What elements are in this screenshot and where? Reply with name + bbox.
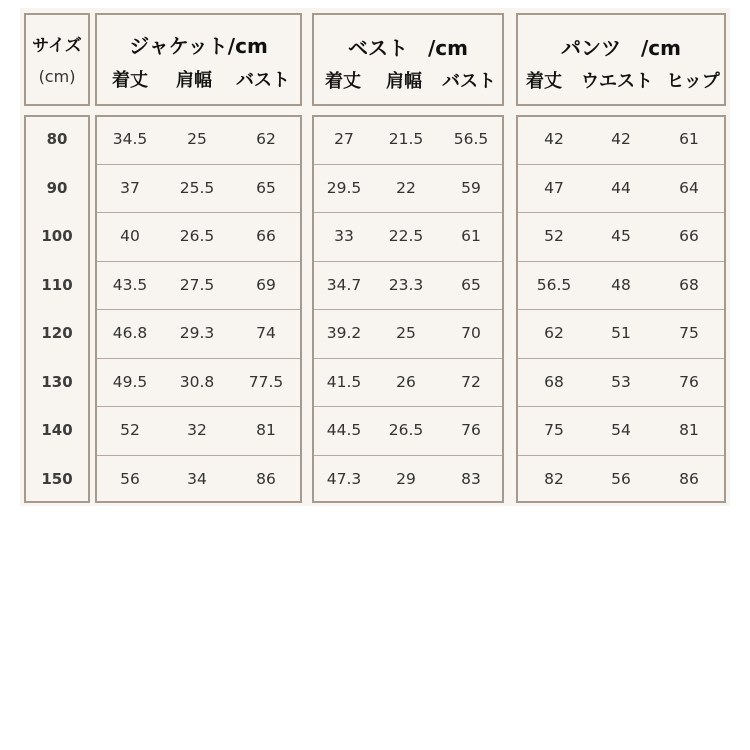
jacket-value: 62 [256,130,276,149]
pants-value: 56 [611,469,631,488]
pants-title: パンツ /cm [561,35,681,60]
pants-value: 86 [679,469,699,488]
vest-title: ベスト /cm [348,35,468,60]
size-unit: (cm) [38,66,76,86]
pants-value: 61 [679,130,699,149]
jacket-value: 25 [187,130,207,149]
pants-value: 42 [611,130,631,149]
vest-col-shoulder: 肩幅 [386,71,422,92]
jacket-value: 29.3 [179,324,215,343]
size-cell: 150 [41,469,73,488]
size-header-box [24,13,90,106]
pants-value: 44 [611,178,631,197]
vest-col-bust: バスト [442,71,496,92]
jacket-col-length: 着丈 [112,70,148,91]
pants-col-hip: ヒップ [666,71,720,92]
pants-value: 82 [544,469,564,488]
vest-value: 27 [334,130,354,149]
vest-value: 47.3 [326,469,362,488]
vest-value: 23.3 [388,275,424,294]
pants-value: 45 [611,227,631,246]
pants-value: 76 [679,372,699,391]
jacket-value: 69 [256,275,276,294]
pants-value: 42 [544,130,564,149]
vest-col-length: 着丈 [325,71,361,92]
pants-value: 56.5 [536,275,572,294]
jacket-value: 56 [120,469,140,488]
jacket-value: 77.5 [248,372,284,391]
jacket-value: 65 [256,178,276,197]
vest-value: 22.5 [388,227,424,246]
jacket-col-shoulder: 肩幅 [176,70,212,91]
size-cell: 120 [41,324,73,343]
vest-value: 83 [461,469,481,488]
size-cell: 80 [46,130,68,149]
size-cell: 130 [41,372,73,391]
jacket-value: 86 [256,469,276,488]
vest-value: 70 [461,324,481,343]
jacket-value: 34 [187,469,207,488]
vest-value: 65 [461,275,481,294]
vest-value: 61 [461,227,481,246]
pants-value: 66 [679,227,699,246]
vest-value: 21.5 [388,130,424,149]
jacket-value: 81 [256,421,276,440]
pants-value: 54 [611,421,631,440]
jacket-value: 34.5 [112,130,148,149]
vest-value: 26 [396,372,416,391]
vest-value: 44.5 [326,421,362,440]
vest-value: 26.5 [388,421,424,440]
size-chart [20,8,730,506]
vest-value: 25 [396,324,416,343]
jacket-value: 37 [120,178,140,197]
jacket-value: 66 [256,227,276,246]
jacket-value: 52 [120,421,140,440]
vest-value: 22 [396,178,416,197]
size-cell: 90 [46,178,68,197]
pants-value: 81 [679,421,699,440]
vest-value: 59 [461,178,481,197]
size-cell: 100 [41,227,73,246]
jacket-title: ジャケット/cm [129,33,268,58]
size-cell: 110 [41,275,73,294]
jacket-value: 25.5 [179,178,215,197]
pants-value: 48 [611,275,631,294]
vest-value: 72 [461,372,481,391]
vest-value: 56.5 [453,130,489,149]
size-cell: 140 [41,421,73,440]
pants-value: 75 [544,421,564,440]
vest-value: 29 [396,469,416,488]
pants-value: 68 [544,372,564,391]
pants-value: 51 [611,324,631,343]
pants-value: 47 [544,178,564,197]
jacket-value: 30.8 [179,372,215,391]
jacket-value: 27.5 [179,275,215,294]
pants-col-length: 着丈 [526,71,562,92]
vest-value: 39.2 [326,324,362,343]
pants-value: 62 [544,324,564,343]
pants-value: 64 [679,178,699,197]
vest-value: 76 [461,421,481,440]
pants-col-waist: ウエスト [581,71,653,92]
jacket-value: 32 [187,421,207,440]
pants-value: 52 [544,227,564,246]
pants-value: 75 [679,324,699,343]
size-label: サイズ [32,35,82,56]
jacket-value: 74 [256,324,276,343]
jacket-value: 43.5 [112,275,148,294]
jacket-value: 40 [120,227,140,246]
jacket-value: 26.5 [179,227,215,246]
jacket-value: 49.5 [112,372,148,391]
pants-value: 68 [679,275,699,294]
vest-value: 33 [334,227,354,246]
vest-value: 41.5 [326,372,362,391]
vest-value: 29.5 [326,178,362,197]
jacket-value: 46.8 [112,324,148,343]
vest-value: 34.7 [326,275,362,294]
pants-value: 53 [611,372,631,391]
jacket-col-bust: バスト [236,70,290,91]
